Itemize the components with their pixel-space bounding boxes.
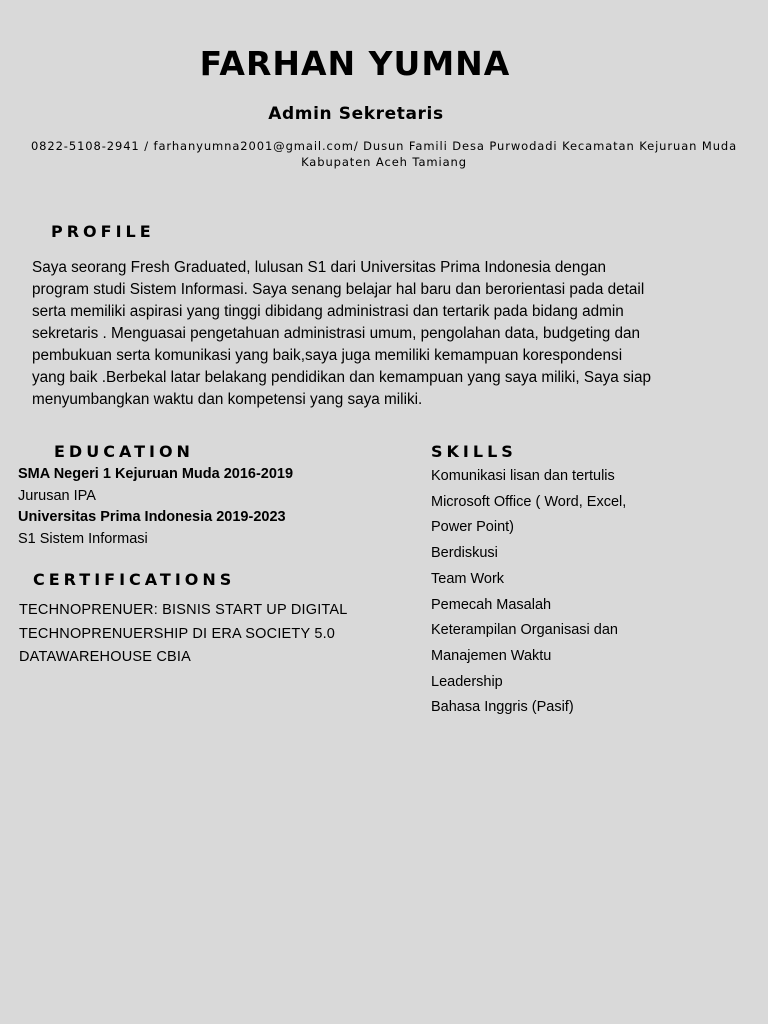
profile-line: program studi Sistem Informasi. Saya senang belajar hal baru dan berorientasi pada detail: [32, 281, 645, 298]
education-school: SMA Negeri 1 Kejuruan Muda 2016-2019: [18, 466, 294, 482]
skill-item: Keterampilan Organisasi dan: [431, 622, 618, 639]
profile-line: sekretaris . Menguasai pengetahuan administrasi umum, pengolahan data, budgeting dan: [32, 325, 641, 342]
skills-list: [431, 464, 731, 721]
skill-item: Manajemen Waktu: [431, 647, 552, 664]
education-school: Universitas Prima Indonesia 2019-2023: [18, 509, 286, 525]
certification-item: TECHNOPRENUERSHIP DI ERA SOCIETY 5.0: [19, 625, 336, 642]
skill-item: Bahasa Inggris (Pasif): [431, 699, 574, 716]
skill-item: Komunikasi lisan dan tertulis: [431, 468, 615, 484]
education-heading: EDUCATION: [54, 442, 194, 461]
education-detail: S1 Sistem Informasi: [18, 530, 148, 547]
profile-text: [32, 257, 712, 411]
certification-item: DATAWAREHOUSE CBIA: [19, 649, 191, 665]
profile-line: menyumbangkan waktu dan kompetensi yang saya miliki.: [32, 391, 423, 408]
candidate-name: FARHAN YUMNA: [199, 44, 511, 83]
skill-item: Leadership: [431, 673, 503, 690]
skill-item: Team Work: [431, 570, 505, 587]
profile-heading: PROFILE: [51, 222, 155, 241]
education-list: [18, 464, 378, 550]
contact-line: Kabupaten Aceh Tamiang: [301, 155, 467, 169]
profile-line: pembukuan serta komunikasi yang baik,saya juga memiliki kemampuan korespondensi: [32, 347, 623, 364]
contact-info: [20, 138, 748, 170]
education-detail: Jurusan IPA: [18, 487, 96, 504]
profile-line: Saya seorang Fresh Graduated, lulusan S1 dari Universitas Prima Indonesia dengan: [32, 259, 606, 276]
skill-item: Pemecah Masalah: [431, 596, 552, 613]
skill-item: Berdiskusi: [431, 545, 498, 562]
skill-item: Power Point): [431, 519, 515, 536]
job-title: Admin Sekretaris: [268, 104, 444, 124]
profile-line: yang baik .Berbekal latar belakang pendidikan dan kemampuan yang saya miliki, Saya siap: [32, 369, 652, 386]
certifications-heading: CERTIFICATIONS: [33, 570, 236, 589]
skill-item: Microsoft Office ( Word, Excel,: [431, 493, 627, 510]
skills-heading: SKILLS: [431, 442, 517, 461]
certification-item: TECHNOPRENUER: BISNIS START UP DIGITAL: [19, 602, 348, 618]
contact-line: 0822-5108-2941 / farhanyumna2001@gmail.com/ Dusun Famili Desa Purwodadi Kecamatan Kejuruan Muda: [30, 139, 738, 153]
profile-line: serta memiliki aspirasi yang tinggi dibidang administrasi dan tertarik pada bidang admin: [32, 303, 624, 320]
certifications-list: [19, 599, 399, 670]
